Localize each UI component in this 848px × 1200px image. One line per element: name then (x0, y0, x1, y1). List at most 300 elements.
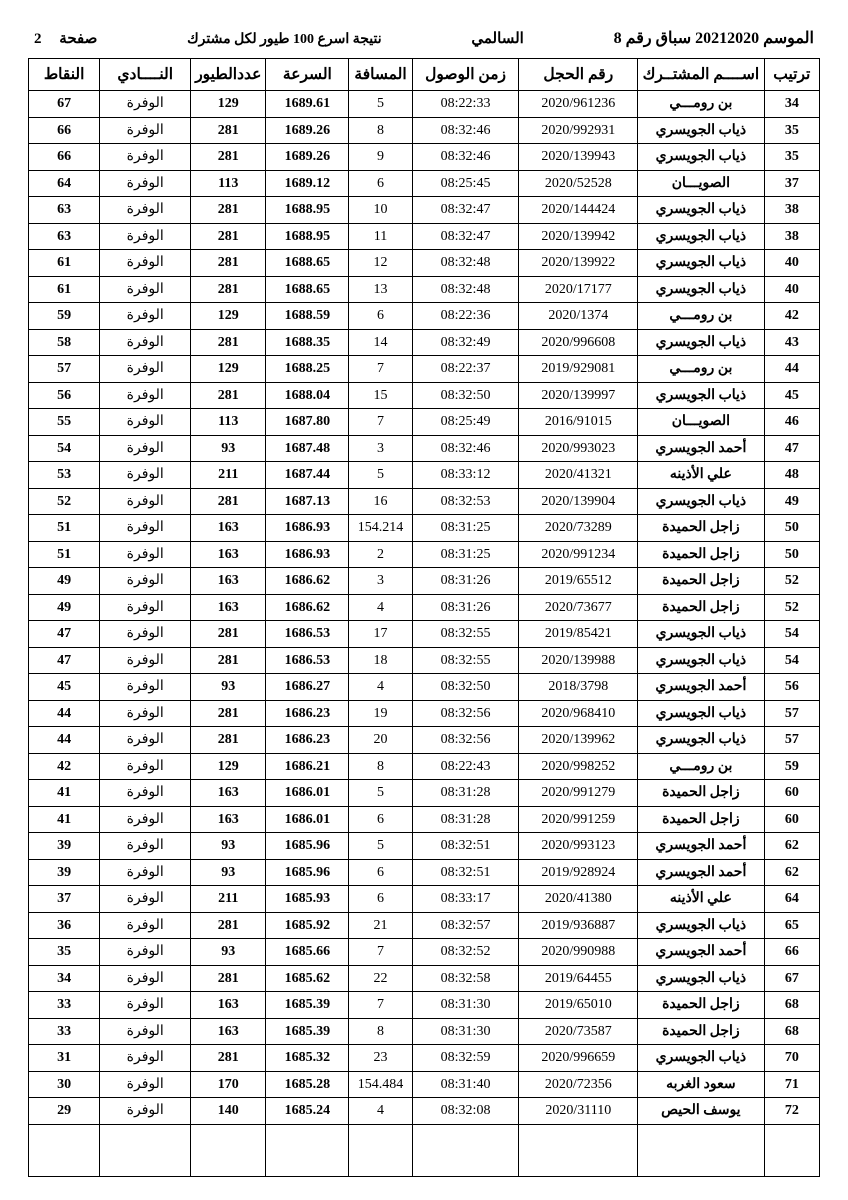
cell-points: 57 (29, 356, 100, 383)
cell-distance: 5 (349, 91, 412, 118)
cell-name: أحمد الجويسري (638, 674, 765, 701)
cell-arrival: 08:22:36 (412, 303, 519, 330)
cell-speed: 1686.21 (266, 753, 349, 780)
cell-arrival: 08:31:28 (412, 806, 519, 833)
cell-rank: 38 (764, 223, 819, 250)
cell-arrival: 08:25:45 (412, 170, 519, 197)
cell-birds: 93 (191, 833, 266, 860)
cell-birds: 281 (191, 250, 266, 277)
cell-points: 58 (29, 329, 100, 356)
cell-ring: 2020/993023 (519, 435, 638, 462)
cell-name: ذياب الجويسري (638, 144, 765, 171)
cell-ring: 2020/144424 (519, 197, 638, 224)
cell-speed: 1685.96 (266, 833, 349, 860)
cell-speed: 1685.62 (266, 965, 349, 992)
cell-ring: 2020/31110 (519, 1098, 638, 1125)
cell-rank: 48 (764, 462, 819, 489)
cell-name: بن رومـــي (638, 753, 765, 780)
cell-rank: 54 (764, 647, 819, 674)
cell-club: الوفرة (100, 170, 191, 197)
cell-club: الوفرة (100, 1018, 191, 1045)
cell-club: الوفرة (100, 594, 191, 621)
filler-cell (100, 1150, 191, 1176)
cell-speed: 1686.23 (266, 700, 349, 727)
cell-birds: 281 (191, 197, 266, 224)
cell-points: 33 (29, 1018, 100, 1045)
cell-points: 49 (29, 568, 100, 595)
cell-ring: 2019/65512 (519, 568, 638, 595)
cell-arrival: 08:22:43 (412, 753, 519, 780)
cell-points: 42 (29, 753, 100, 780)
column-header-club: النــــادي (100, 59, 191, 91)
cell-birds: 211 (191, 886, 266, 913)
cell-distance: 7 (349, 992, 412, 1019)
cell-club: الوفرة (100, 833, 191, 860)
cell-arrival: 08:32:46 (412, 144, 519, 171)
table-row (29, 117, 820, 144)
cell-speed: 1688.04 (266, 382, 349, 409)
cell-name: الصويـــان (638, 170, 765, 197)
table-row (29, 859, 820, 886)
cell-rank: 57 (764, 700, 819, 727)
cell-name: ذياب الجويسري (638, 912, 765, 939)
table-row (29, 568, 820, 595)
filler-cell (638, 1150, 765, 1176)
cell-birds: 163 (191, 541, 266, 568)
cell-speed: 1689.26 (266, 117, 349, 144)
cell-rank: 34 (764, 91, 819, 118)
cell-name: ذياب الجويسري (638, 1045, 765, 1072)
cell-name: أحمد الجويسري (638, 939, 765, 966)
cell-speed: 1686.53 (266, 647, 349, 674)
cell-distance: 12 (349, 250, 412, 277)
cell-ring: 2020/998252 (519, 753, 638, 780)
cell-arrival: 08:31:40 (412, 1071, 519, 1098)
cell-distance: 6 (349, 859, 412, 886)
cell-distance: 5 (349, 780, 412, 807)
cell-ring: 2020/990988 (519, 939, 638, 966)
cell-speed: 1687.48 (266, 435, 349, 462)
cell-arrival: 08:31:25 (412, 541, 519, 568)
cell-birds: 93 (191, 674, 266, 701)
cell-club: الوفرة (100, 541, 191, 568)
table-row (29, 647, 820, 674)
cell-rank: 57 (764, 727, 819, 754)
cell-rank: 67 (764, 965, 819, 992)
cell-ring: 2020/993123 (519, 833, 638, 860)
cell-name: زاجل الحميدة (638, 541, 765, 568)
cell-speed: 1688.65 (266, 250, 349, 277)
cell-birds: 281 (191, 488, 266, 515)
cell-ring: 2020/991279 (519, 780, 638, 807)
cell-birds: 281 (191, 382, 266, 409)
table-row (29, 144, 820, 171)
table-row (29, 700, 820, 727)
cell-distance: 2 (349, 541, 412, 568)
cell-club: الوفرة (100, 515, 191, 542)
cell-birds: 281 (191, 727, 266, 754)
cell-name: علي الأذينه (638, 462, 765, 489)
cell-birds: 163 (191, 1018, 266, 1045)
cell-club: الوفرة (100, 568, 191, 595)
cell-birds: 113 (191, 170, 266, 197)
cell-speed: 1685.92 (266, 912, 349, 939)
cell-ring: 2020/968410 (519, 700, 638, 727)
cell-arrival: 08:31:26 (412, 594, 519, 621)
cell-rank: 65 (764, 912, 819, 939)
cell-rank: 42 (764, 303, 819, 330)
cell-club: الوفرة (100, 939, 191, 966)
cell-speed: 1686.93 (266, 515, 349, 542)
cell-rank: 44 (764, 356, 819, 383)
cell-club: الوفرة (100, 859, 191, 886)
cell-distance: 23 (349, 1045, 412, 1072)
cell-name: أحمد الجويسري (638, 435, 765, 462)
cell-ring: 2020/139942 (519, 223, 638, 250)
table-row (29, 992, 820, 1019)
cell-rank: 60 (764, 806, 819, 833)
cell-name: زاجل الحميدة (638, 780, 765, 807)
table-row (29, 939, 820, 966)
filler-cell (191, 1124, 266, 1150)
cell-club: الوفرة (100, 674, 191, 701)
filler-cell (266, 1124, 349, 1150)
cell-rank: 40 (764, 250, 819, 277)
header-page-label: صفحة (59, 31, 98, 47)
cell-speed: 1687.44 (266, 462, 349, 489)
cell-points: 34 (29, 965, 100, 992)
cell-speed: 1688.25 (266, 356, 349, 383)
cell-speed: 1686.01 (266, 780, 349, 807)
cell-distance: 22 (349, 965, 412, 992)
cell-points: 37 (29, 886, 100, 913)
cell-distance: 18 (349, 647, 412, 674)
cell-birds: 163 (191, 806, 266, 833)
table-row (29, 250, 820, 277)
cell-ring: 2020/139997 (519, 382, 638, 409)
filler-cell (519, 1124, 638, 1150)
cell-points: 41 (29, 806, 100, 833)
cell-club: الوفرة (100, 144, 191, 171)
filler-cell (412, 1124, 519, 1150)
cell-birds: 163 (191, 594, 266, 621)
cell-arrival: 08:32:51 (412, 833, 519, 860)
cell-name: زاجل الحميدة (638, 594, 765, 621)
cell-arrival: 08:32:47 (412, 223, 519, 250)
cell-speed: 1686.62 (266, 568, 349, 595)
table-row (29, 621, 820, 648)
cell-distance: 154.214 (349, 515, 412, 542)
column-header-distance: المسافة (349, 59, 412, 91)
cell-ring: 2020/991234 (519, 541, 638, 568)
cell-distance: 8 (349, 117, 412, 144)
cell-birds: 281 (191, 647, 266, 674)
cell-points: 63 (29, 197, 100, 224)
cell-rank: 72 (764, 1098, 819, 1125)
filler-cell (100, 1124, 191, 1150)
cell-name: ذياب الجويسري (638, 197, 765, 224)
cell-birds: 129 (191, 303, 266, 330)
filler-cell (349, 1150, 412, 1176)
filler-cell (29, 1124, 100, 1150)
cell-rank: 52 (764, 568, 819, 595)
cell-birds: 93 (191, 859, 266, 886)
cell-distance: 7 (349, 356, 412, 383)
cell-distance: 5 (349, 462, 412, 489)
cell-club: الوفرة (100, 356, 191, 383)
cell-rank: 40 (764, 276, 819, 303)
cell-distance: 15 (349, 382, 412, 409)
cell-name: سعود الغربه (638, 1071, 765, 1098)
cell-birds: 281 (191, 1045, 266, 1072)
filler-cell (191, 1150, 266, 1176)
table-row (29, 223, 820, 250)
cell-name: بن رومـــي (638, 356, 765, 383)
cell-rank: 60 (764, 780, 819, 807)
cell-speed: 1686.93 (266, 541, 349, 568)
cell-points: 47 (29, 647, 100, 674)
cell-birds: 281 (191, 965, 266, 992)
cell-distance: 4 (349, 1098, 412, 1125)
cell-points: 61 (29, 276, 100, 303)
cell-name: ذياب الجويسري (638, 250, 765, 277)
filler-cell (764, 1150, 819, 1176)
cell-birds: 281 (191, 223, 266, 250)
cell-club: الوفرة (100, 329, 191, 356)
cell-birds: 281 (191, 276, 266, 303)
cell-club: الوفرة (100, 435, 191, 462)
cell-ring: 2019/929081 (519, 356, 638, 383)
cell-points: 61 (29, 250, 100, 277)
header-result: نتيجة اسرع 100 طيور لكل مشترك (187, 32, 382, 47)
cell-speed: 1689.12 (266, 170, 349, 197)
cell-arrival: 08:31:26 (412, 568, 519, 595)
cell-ring: 2019/85421 (519, 621, 638, 648)
cell-distance: 154.484 (349, 1071, 412, 1098)
cell-ring: 2020/139962 (519, 727, 638, 754)
table-row (29, 382, 820, 409)
cell-rank: 50 (764, 515, 819, 542)
cell-name: ذياب الجويسري (638, 382, 765, 409)
cell-rank: 52 (764, 594, 819, 621)
cell-birds: 281 (191, 117, 266, 144)
cell-name: ذياب الجويسري (638, 488, 765, 515)
cell-points: 47 (29, 621, 100, 648)
cell-distance: 4 (349, 674, 412, 701)
cell-name: أحمد الجويسري (638, 859, 765, 886)
cell-birds: 129 (191, 91, 266, 118)
cell-arrival: 08:32:46 (412, 435, 519, 462)
cell-rank: 71 (764, 1071, 819, 1098)
cell-club: الوفرة (100, 276, 191, 303)
table-row (29, 727, 820, 754)
cell-speed: 1685.39 (266, 992, 349, 1019)
cell-arrival: 08:32:51 (412, 859, 519, 886)
table-header-row (29, 59, 820, 91)
cell-speed: 1688.59 (266, 303, 349, 330)
cell-points: 35 (29, 939, 100, 966)
column-header-speed: السرعة (266, 59, 349, 91)
cell-points: 67 (29, 91, 100, 118)
cell-club: الوفرة (100, 223, 191, 250)
cell-ring: 2020/139904 (519, 488, 638, 515)
cell-arrival: 08:32:08 (412, 1098, 519, 1125)
cell-name: زاجل الحميدة (638, 806, 765, 833)
cell-ring: 2020/139922 (519, 250, 638, 277)
cell-rank: 62 (764, 859, 819, 886)
cell-speed: 1688.35 (266, 329, 349, 356)
cell-speed: 1689.61 (266, 91, 349, 118)
cell-name: علي الأذينه (638, 886, 765, 913)
cell-distance: 4 (349, 594, 412, 621)
cell-points: 45 (29, 674, 100, 701)
cell-distance: 14 (349, 329, 412, 356)
cell-club: الوفرة (100, 992, 191, 1019)
cell-name: ذياب الجويسري (638, 700, 765, 727)
race-results-table (28, 58, 820, 1177)
cell-points: 49 (29, 594, 100, 621)
cell-ring: 2020/73289 (519, 515, 638, 542)
cell-name: ذياب الجويسري (638, 117, 765, 144)
cell-name: ذياب الجويسري (638, 276, 765, 303)
cell-distance: 6 (349, 170, 412, 197)
cell-arrival: 08:32:56 (412, 700, 519, 727)
cell-rank: 64 (764, 886, 819, 913)
cell-rank: 59 (764, 753, 819, 780)
cell-birds: 281 (191, 144, 266, 171)
cell-points: 55 (29, 409, 100, 436)
cell-speed: 1685.66 (266, 939, 349, 966)
header-season: الموسم 20212020 سباق رقم 8 (613, 30, 814, 47)
cell-ring: 2019/64455 (519, 965, 638, 992)
table-row (29, 674, 820, 701)
filler-cell (519, 1150, 638, 1176)
cell-speed: 1687.80 (266, 409, 349, 436)
cell-arrival: 08:22:33 (412, 91, 519, 118)
cell-arrival: 08:22:37 (412, 356, 519, 383)
cell-birds: 93 (191, 939, 266, 966)
filler-cell (412, 1150, 519, 1176)
cell-distance: 16 (349, 488, 412, 515)
cell-distance: 3 (349, 435, 412, 462)
cell-ring: 2020/1374 (519, 303, 638, 330)
table-row (29, 965, 820, 992)
cell-arrival: 08:32:48 (412, 276, 519, 303)
table-row (29, 488, 820, 515)
cell-arrival: 08:32:59 (412, 1045, 519, 1072)
cell-arrival: 08:32:58 (412, 965, 519, 992)
cell-points: 56 (29, 382, 100, 409)
cell-speed: 1688.95 (266, 197, 349, 224)
cell-birds: 113 (191, 409, 266, 436)
cell-rank: 68 (764, 992, 819, 1019)
cell-arrival: 08:32:46 (412, 117, 519, 144)
cell-name: يوسف الحيص (638, 1098, 765, 1125)
cell-name: زاجل الحميدة (638, 515, 765, 542)
cell-distance: 6 (349, 303, 412, 330)
cell-arrival: 08:32:55 (412, 621, 519, 648)
filler-cell (29, 1150, 100, 1176)
cell-name: بن رومـــي (638, 303, 765, 330)
cell-club: الوفرة (100, 700, 191, 727)
cell-arrival: 08:32:48 (412, 250, 519, 277)
cell-speed: 1685.93 (266, 886, 349, 913)
cell-club: الوفرة (100, 621, 191, 648)
cell-ring: 2020/52528 (519, 170, 638, 197)
cell-distance: 21 (349, 912, 412, 939)
cell-ring: 2019/936887 (519, 912, 638, 939)
table-row (29, 1098, 820, 1125)
table-row (29, 356, 820, 383)
cell-distance: 6 (349, 886, 412, 913)
cell-arrival: 08:31:30 (412, 1018, 519, 1045)
cell-club: الوفرة (100, 462, 191, 489)
cell-ring: 2020/17177 (519, 276, 638, 303)
filler-cell (349, 1124, 412, 1150)
cell-ring: 2020/996608 (519, 329, 638, 356)
cell-points: 51 (29, 541, 100, 568)
cell-distance: 7 (349, 409, 412, 436)
cell-points: 51 (29, 515, 100, 542)
cell-distance: 13 (349, 276, 412, 303)
table-row (29, 515, 820, 542)
cell-club: الوفرة (100, 1045, 191, 1072)
cell-distance: 6 (349, 806, 412, 833)
table-row (29, 912, 820, 939)
cell-club: الوفرة (100, 1098, 191, 1125)
column-header-name: اســــم المشتــرك (638, 59, 765, 91)
table-row (29, 594, 820, 621)
cell-arrival: 08:32:55 (412, 647, 519, 674)
cell-distance: 17 (349, 621, 412, 648)
column-header-points: النقاط (29, 59, 100, 91)
cell-club: الوفرة (100, 409, 191, 436)
column-header-ring: رقم الحجل (519, 59, 638, 91)
cell-club: الوفرة (100, 912, 191, 939)
header-owner: السالمي (471, 31, 524, 47)
cell-club: الوفرة (100, 886, 191, 913)
cell-club: الوفرة (100, 780, 191, 807)
table-filler-row (29, 1124, 820, 1150)
cell-name: ذياب الجويسري (638, 965, 765, 992)
cell-rank: 68 (764, 1018, 819, 1045)
cell-club: الوفرة (100, 382, 191, 409)
cell-ring: 2020/72356 (519, 1071, 638, 1098)
cell-name: ذياب الجويسري (638, 621, 765, 648)
cell-distance: 3 (349, 568, 412, 595)
cell-distance: 20 (349, 727, 412, 754)
cell-birds: 170 (191, 1071, 266, 1098)
cell-club: الوفرة (100, 117, 191, 144)
cell-arrival: 08:31:25 (412, 515, 519, 542)
cell-birds: 163 (191, 992, 266, 1019)
cell-club: الوفرة (100, 197, 191, 224)
cell-rank: 37 (764, 170, 819, 197)
table-row (29, 833, 820, 860)
cell-rank: 50 (764, 541, 819, 568)
cell-points: 39 (29, 859, 100, 886)
cell-points: 66 (29, 117, 100, 144)
table-row (29, 886, 820, 913)
cell-points: 39 (29, 833, 100, 860)
column-header-arrival: زمن الوصول (412, 59, 519, 91)
table-filler-row (29, 1150, 820, 1176)
cell-name: ذياب الجويسري (638, 223, 765, 250)
cell-birds: 163 (191, 568, 266, 595)
cell-ring: 2020/996659 (519, 1045, 638, 1072)
table-row (29, 91, 820, 118)
table-row (29, 1018, 820, 1045)
